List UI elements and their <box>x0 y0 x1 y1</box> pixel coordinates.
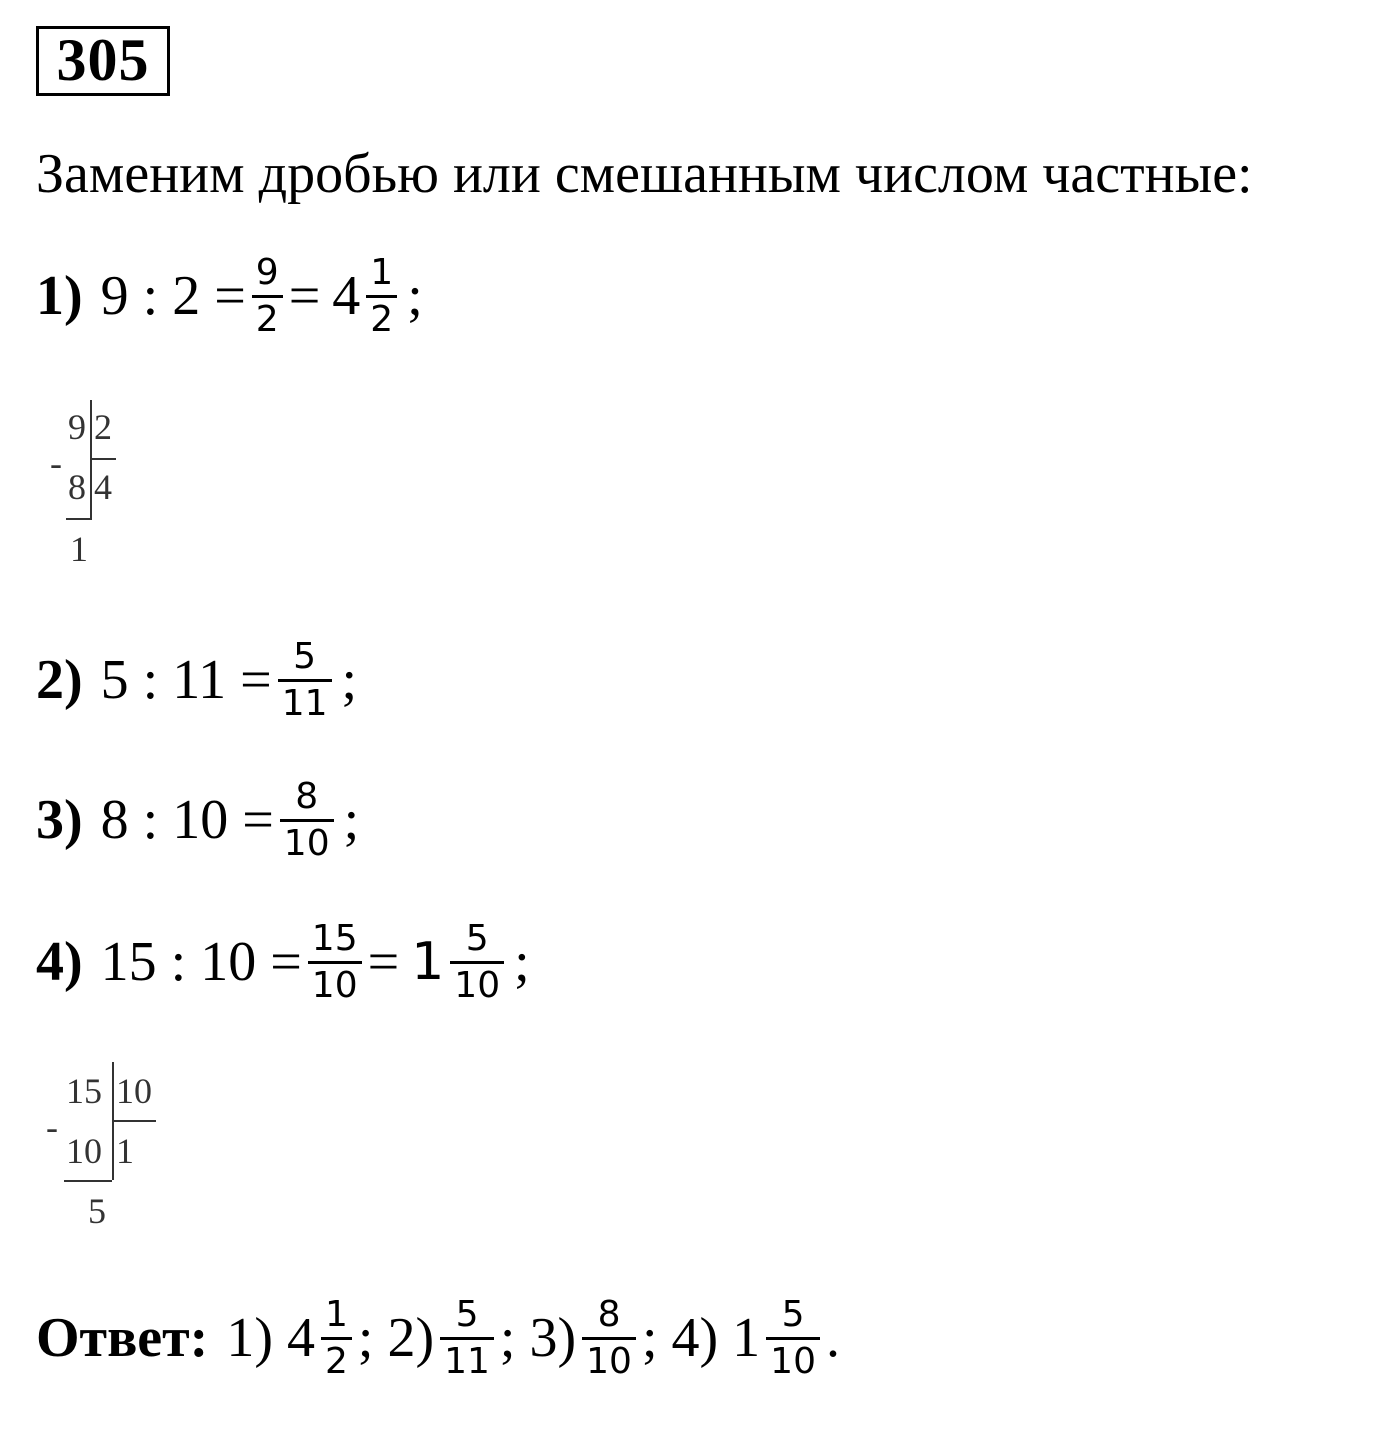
item-expression: 5 : 11 = <box>100 649 272 711</box>
denominator: 2 <box>370 298 394 340</box>
denominator: 10 <box>311 964 358 1006</box>
answer-line <box>36 1278 840 1398</box>
item-label: 3) <box>36 789 83 851</box>
divisor: 2 <box>94 407 112 447</box>
denominator: 2 <box>255 298 279 340</box>
answer-part-4: ; 4) 1 <box>641 1307 761 1369</box>
fraction <box>450 917 504 1008</box>
answer-part-3: ; 3) <box>499 1307 577 1369</box>
task-intro: Заменим дробью или смешанным числом частные: <box>36 143 1253 205</box>
long-division-1 <box>50 400 140 570</box>
subtrahend: 8 <box>68 467 86 507</box>
subtrahend: 10 <box>66 1131 102 1171</box>
whole-part: 1 <box>411 932 445 992</box>
numerator: 5 <box>293 635 317 677</box>
numerator: 9 <box>255 251 279 293</box>
semicolon: ; <box>514 931 530 993</box>
numerator: 8 <box>295 775 319 817</box>
quotient: 1 <box>116 1131 134 1171</box>
semicolon: ; <box>341 649 358 711</box>
item-label: 4) <box>36 931 83 993</box>
answer-end: . <box>825 1307 840 1369</box>
quotient: 4 <box>94 467 112 507</box>
answer-part-1: 1) 4 <box>226 1307 315 1369</box>
item-2 <box>36 620 357 740</box>
fraction <box>252 251 283 342</box>
division-subtraction-line <box>64 1180 112 1182</box>
numerator: 15 <box>311 917 358 959</box>
division-subtraction-line <box>66 518 92 520</box>
semicolon: ; <box>343 789 360 851</box>
fraction <box>280 775 334 866</box>
denominator: 2 <box>324 1340 348 1382</box>
equals-sign: = <box>367 931 400 993</box>
minus-sign: - <box>50 443 62 483</box>
numerator: 5 <box>781 1293 805 1335</box>
remainder: 5 <box>88 1191 106 1231</box>
answer-label: Ответ: <box>36 1307 209 1369</box>
fraction <box>321 1293 352 1384</box>
denominator: 10 <box>283 822 330 864</box>
equals-sign: = <box>288 265 321 327</box>
division-quotient-line <box>112 1120 156 1122</box>
dividend: 9 <box>68 407 86 447</box>
item-3 <box>36 760 359 880</box>
item-expression: 15 : 10 = <box>100 931 302 993</box>
item-expression: 8 : 10 = <box>100 789 274 851</box>
remainder: 1 <box>70 529 88 569</box>
denominator: 11 <box>281 682 328 724</box>
fraction <box>440 1293 494 1384</box>
fraction <box>582 1293 636 1384</box>
numerator: 5 <box>455 1293 479 1335</box>
item-1 <box>36 236 423 356</box>
denominator: 10 <box>586 1340 632 1382</box>
numerator: 8 <box>597 1293 621 1335</box>
fraction <box>366 251 397 342</box>
divisor: 10 <box>116 1071 152 1111</box>
denominator: 10 <box>454 964 501 1006</box>
numerator: 5 <box>465 917 489 959</box>
item-label: 2) <box>36 649 83 711</box>
fraction <box>278 635 332 726</box>
fraction <box>766 1293 820 1384</box>
long-division-2 <box>46 1062 176 1232</box>
item-label: 1) <box>36 265 83 327</box>
semicolon: ; <box>407 265 423 327</box>
numerator: 1 <box>370 251 394 293</box>
fraction <box>308 917 362 1008</box>
answer-part-2: ; 2) <box>357 1307 435 1369</box>
item-expression: 9 : 2 = <box>100 265 246 327</box>
minus-sign: - <box>46 1107 58 1147</box>
division-quotient-line <box>90 458 116 460</box>
dividend: 15 <box>66 1071 102 1111</box>
item-4 <box>36 902 530 1022</box>
numerator: 1 <box>324 1293 348 1335</box>
task-number-box: 305 <box>36 26 170 96</box>
denominator: 10 <box>770 1340 816 1382</box>
whole-part: 4 <box>332 265 361 327</box>
denominator: 11 <box>444 1340 490 1382</box>
